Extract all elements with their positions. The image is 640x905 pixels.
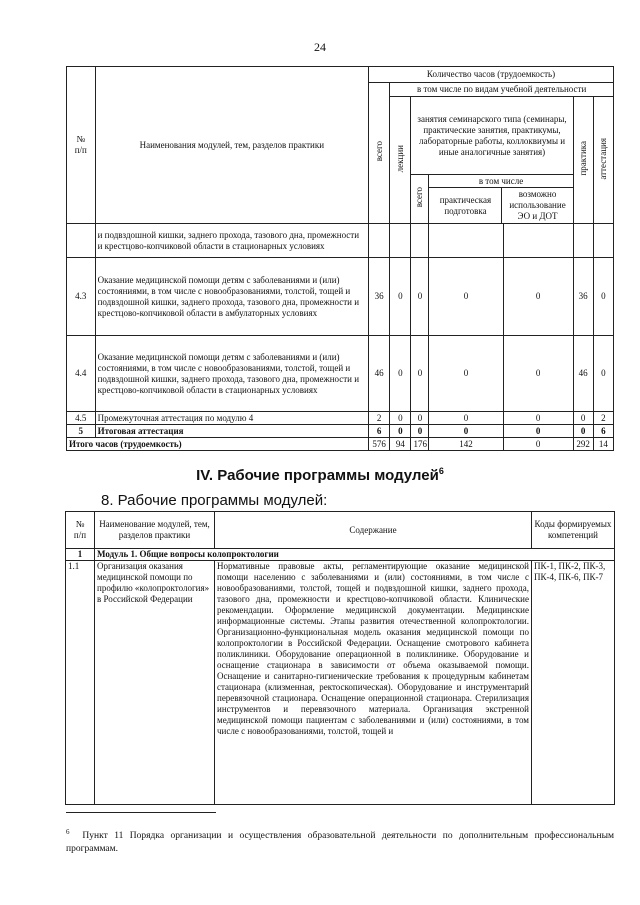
header-distance: возможно использование ЭО и ДОТ bbox=[509, 189, 566, 221]
header-seminar: занятия семинарского типа (семинары, практические занятия, практикумы, лабораторные работы, коллоквиумы и иные аналогичные занятия) bbox=[411, 97, 573, 175]
page-number: 24 bbox=[314, 40, 326, 54]
header-incl: в том числе практическая подготовка возможно использование ЭО и ДОТ bbox=[429, 175, 573, 224]
hours-table bbox=[66, 66, 614, 451]
table-row: 4.3 Оказание медицинской помощи детям с заболеваниями и (или) состояниями, в том числе с новообразованиями, толстой, тощей и подвздошной кишки, заднего прохода, тазового дна, промежности и крестцово-копчиковой области в амбулаторных условиях 36 0 0 0 0 36 0 bbox=[67, 258, 614, 336]
header-total: всего bbox=[369, 83, 390, 224]
header-practice: практика bbox=[573, 97, 593, 224]
header-codes: Коды формируемых компетенций bbox=[532, 512, 615, 549]
subheading: 8. Рабочие программы модулей: bbox=[101, 492, 328, 509]
header-name: Наименования модулей, тем, разделов практики bbox=[95, 67, 368, 224]
footnote: $^6$ Пункт 11 Порядка организации и осуществления образовательной деятельности по дополнительным профессиональным программам. bbox=[66, 828, 614, 855]
header-name: Наименование модулей, тем, разделов практики bbox=[95, 512, 215, 549]
header-attestation: аттестация bbox=[593, 97, 613, 224]
modules-table bbox=[65, 511, 615, 805]
header-hours: Количество часов (трудоемкость) bbox=[369, 67, 614, 83]
header-practical-prep: практическая подготовка bbox=[429, 188, 502, 223]
table-row: и подвздошной кишки, заднего прохода, тазового дна, промежности и крестцово-копчиковой области в стационарных условиях bbox=[67, 224, 614, 258]
header-lectures: лекции bbox=[390, 97, 411, 224]
footnote-separator bbox=[66, 812, 216, 813]
header-seminar-total: всего bbox=[411, 175, 429, 224]
header-num: № п/п bbox=[66, 512, 95, 549]
module-row: 1 Модуль 1. Общие вопросы колопроктологии bbox=[66, 549, 615, 561]
section-heading: IV. Рабочие программы модулей$^6$ bbox=[196, 466, 444, 484]
table-row: 4.5 Промежуточная аттестация по модулю 4 2 0 0 0 0 0 2 bbox=[67, 412, 614, 425]
table-row: 5 Итоговая аттестация 6 0 0 0 0 0 6 bbox=[67, 425, 614, 438]
total-row: Итого часов (трудоемкость) 576 94 176 142 0 292 14 bbox=[67, 438, 614, 451]
header-num: № п/п bbox=[67, 67, 96, 224]
table-row: 1.1 Организация оказания медицинской помощи по профилю «колопроктология» в Российской Федерации Нормативные правовые акты, регламентирующие оказание медицинской помощи населению с заболеваниями и (или) состояниями, в том числе с новообразованиями, толстой, тощей и подвздошной кишки, заднего прохода, тазового дна, промежности и крестцово-копчиковой области. Клинические рекомендации. Оформление медицинской документации. Медицинские информационные системы. Этапы развития отечественной колопроктологии. Организационно-функциональная модель оказания медицинской помощи по колопроктологии в Российской Федерации. Оснащение смотрового кабинета поликлиники. Оборудование операционной в поликлинике. Оборудование и оснащение стационара в зависимости от объема оказываемой помощи. Оснащение и санитарно-гигиенические требования к процедурным кабинетам стационара (клизменная, ректоскопическая). Оборудование и инструментарий перевязочной стационара. Оснащение операционной стационара. Стерилизация инструментов и перевязочного материала. Организация экстренной медицинской помощи пациентам с заболеваниями и (или) состояниями, в том числе с новообразованиями, толстой, тощей и ПК-1, ПК-2, ПК-3, ПК-4, ПК-6, ПК-7 bbox=[66, 561, 615, 805]
header-by-type: в том числе по видам учебной деятельности bbox=[390, 83, 614, 97]
table-row: 4.4 Оказание медицинской помощи детям с заболеваниями и (или) состояниями, в том числе с новообразованиями, толстой, тощей и подвздошной кишки, заднего прохода, тазового дна, промежности и крестцово-копчиковой области в стационарных условиях 46 0 0 0 0 46 0 bbox=[67, 336, 614, 412]
header-content: Содержание bbox=[215, 512, 532, 549]
